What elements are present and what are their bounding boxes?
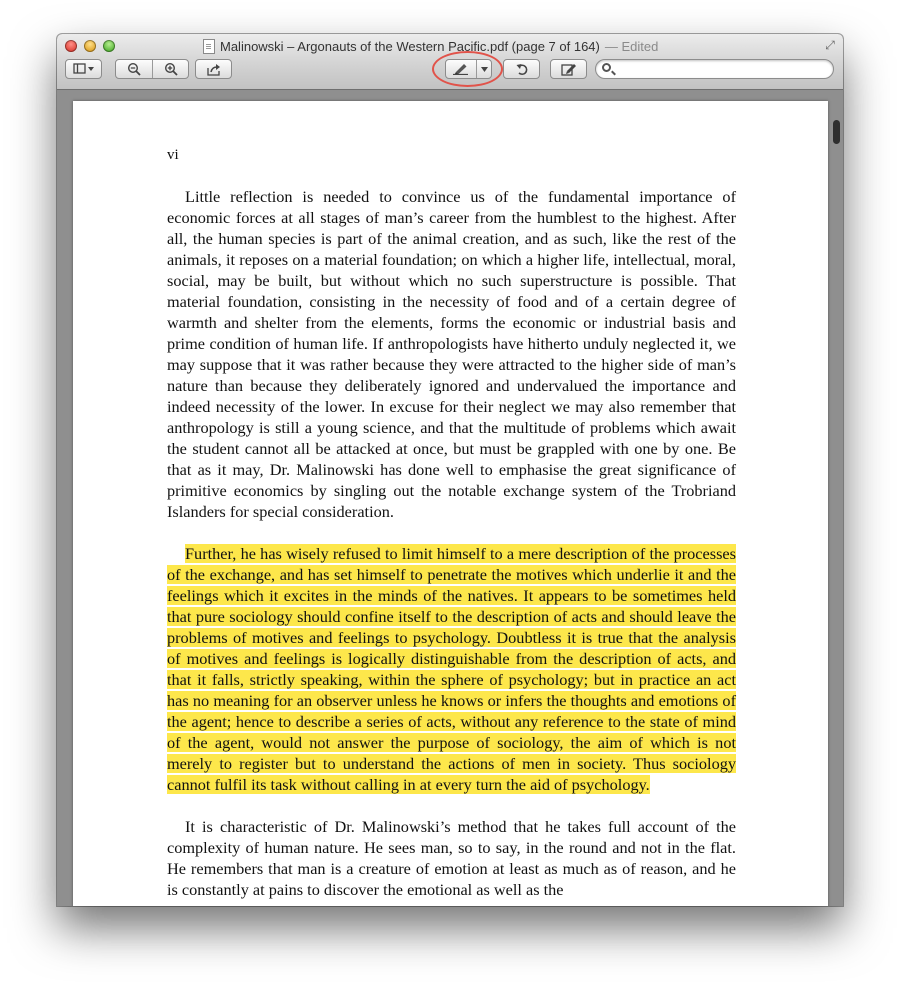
zoom-in-icon	[164, 62, 178, 76]
window-title: Malinowski – Argonauts of the Western Pacific.pdf (page 7 of 164)	[220, 38, 600, 54]
sidebar-view-icon	[73, 63, 95, 75]
paragraph-1	[167, 186, 736, 522]
zoom-out-icon	[127, 62, 141, 76]
vertical-scrollbar[interactable]	[833, 120, 840, 144]
sidebar-view-button[interactable]	[65, 59, 102, 79]
zoom-in-button[interactable]	[153, 60, 189, 78]
zoom-window-button[interactable]	[103, 40, 115, 52]
paragraph-text: It is characteristic of Dr. Malinowski’s method that he takes full account of the complexity of human nature. He sees man, so to say, in the round and not in the flat. He remembers that man is a creature of emotion at least as much as of reason, and he is constantly at pains to discover the emotional as well as the	[167, 817, 736, 899]
title-bar	[57, 34, 843, 90]
paragraph-2-highlighted	[167, 543, 736, 795]
edit-button[interactable]	[550, 59, 587, 79]
paragraph-3	[167, 816, 736, 900]
paragraph-text: Little reflection is needed to convince us of the fundamental importance of economic forces at all stages of man’s career from the humblest to the highest. After all, the human species is part of the animal creation, and as such, like the rest of the animals, it reposes on a material foundation; on which a higher life, intellectual, moral, social, may be built, but without which no such superstructure is possible. That material foundation, consisting in the necessity of food and of a certain degree of warmth and shelter from the elements, forms the economic or industrial basis and prime condition of human life. If anthropologists have hitherto unduly neglected it, we may suppose that it was rather because they were attracted to the higher side of man’s nature than because they deliberately ignored and undervalued the importance and indeed necessity of the lower. In excuse for their neglect we may also remember that anthropology is still a young science, and that the multitude of problems which await the student cannot all be attacked at once, but must be grappled with one by one. Be that as it may, Dr. Malinowski has done well to emphasise the great significance of primitive economics by singling out the notable exchange system of the Trobriand Islanders for special consideration.	[167, 187, 736, 521]
window-title-group	[203, 37, 658, 55]
close-window-button[interactable]	[65, 40, 77, 52]
rotate-icon	[515, 62, 529, 76]
edit-markup-icon	[561, 62, 577, 76]
zoom-control	[115, 59, 189, 79]
pdf-page	[73, 101, 828, 906]
annotation-highlight-ring	[432, 51, 503, 87]
minimize-window-button[interactable]	[84, 40, 96, 52]
search-icon	[602, 63, 611, 72]
highlighted-text[interactable]: Further, he has wisely refused to limit himself to a mere description of the processes of the exchange, and has set himself to penetrate the motives which underlie it and the feelings which it excites in the minds of the natives. It appears to be sometimes held that pure sociology should confine itself to the description of acts and should leave the problems of motives and feelings to psychology. Doubtless it is true that the analysis of motives and feelings is logically distinguishable from the description of acts, and that it falls, strictly speaking, within the sphere of psychology; but in practice an act has no meaning for an observer unless he knows or infers the thoughts and emotions of the agent; hence to describe a series of acts, without any reference to the state of mind of the agent, would not answer the purpose of sociology, the aim of which is not merely to register but to understand the actions of men in society. Thus sociology cannot fulfil its task without calling in at every turn the aid of psychology.	[167, 544, 736, 794]
zoom-out-button[interactable]	[116, 60, 152, 78]
fullscreen-icon[interactable]: ⤢	[825, 38, 835, 52]
preview-window	[57, 34, 843, 906]
share-icon	[206, 63, 222, 76]
share-button[interactable]	[195, 59, 232, 79]
page-number: vi	[167, 147, 179, 163]
rotate-button[interactable]	[503, 59, 540, 79]
pdf-document-icon	[203, 39, 215, 54]
edited-status: — Edited	[604, 38, 659, 54]
search-input[interactable]	[595, 59, 834, 79]
